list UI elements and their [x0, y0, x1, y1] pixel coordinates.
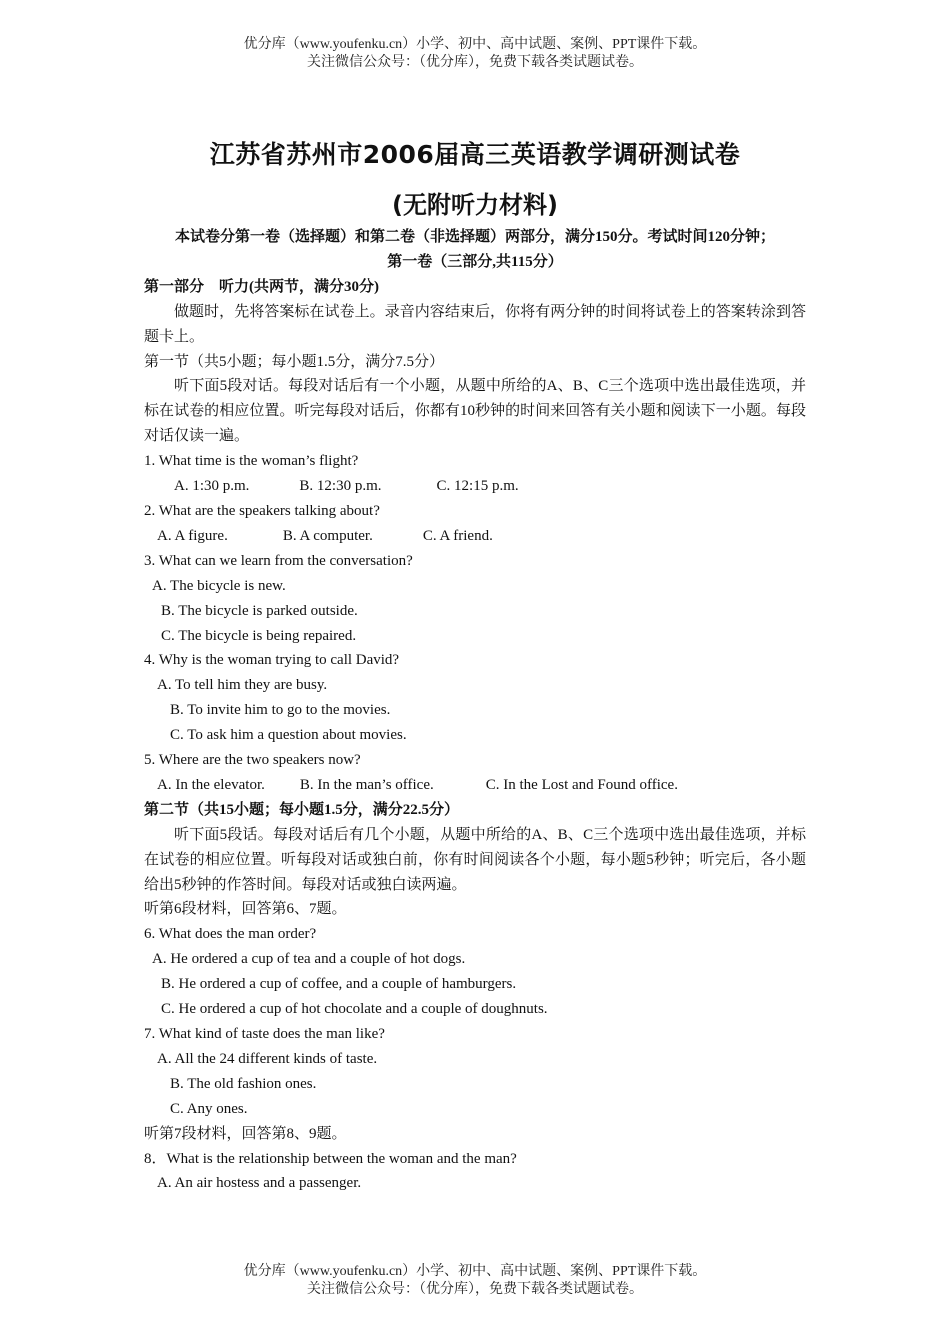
- question-3: 3. What can we learn from the conversation?: [144, 552, 413, 569]
- question-7-option-c: C. Any ones.: [170, 1100, 248, 1117]
- option-c: C. A friend.: [422, 527, 493, 544]
- option-a: A. In the elevator.: [157, 776, 265, 793]
- exam-intro: 本试卷分第一卷（选择题）和第二卷（非选择题）两部分，满分150分。考试时间120分钟；: [174, 229, 775, 245]
- option-a: A. 1:30 p.m.: [174, 478, 250, 495]
- question-4: 4. Why is the woman trying to call David?: [144, 652, 400, 669]
- page-header: [0, 36, 950, 72]
- question-8-option-a: A. An air hostess and a passenger.: [157, 1175, 362, 1192]
- footer-line-1: 优分库（www.youfenku.cn）小学、初中、高中试题、案例、PPT课件下载。: [243, 1264, 707, 1279]
- question-8: 8．What is the relationship between the woman and the man?: [144, 1150, 517, 1167]
- question-3-option-b: B. The bicycle is parked outside.: [161, 602, 358, 619]
- section-2-heading: 第二节（共15小题；每小题1.5分，满分22.5分）: [144, 801, 460, 818]
- question-6: 6. What does the man order?: [144, 926, 317, 943]
- question-7: 7. What kind of taste does the man like?: [144, 1026, 385, 1042]
- option-c: C. 12:15 p.m.: [436, 478, 519, 495]
- question-3-option-c: C. The bicycle is being repaired.: [161, 627, 357, 644]
- section-1-heading: 第一节（共5小题；每小题1.5分，满分7.5分）: [144, 353, 445, 370]
- question-6-option-b: B. He ordered a cup of coffee, and a couple of hamburgers.: [161, 976, 517, 993]
- question-5: 5. Where are the two speakers now?: [144, 752, 361, 769]
- document-title: 江苏省苏州市2006届高三英语教学调研测试卷: [209, 140, 741, 169]
- document-subtitle: (无附听力材料): [392, 191, 558, 219]
- option-b: B. A computer.: [282, 527, 373, 544]
- header-line-2: 关注微信公众号：（优分库），免费下载各类试题试卷。: [307, 55, 643, 70]
- question-4-option-c: C. To ask him a question about movies.: [170, 727, 407, 744]
- document-body: [144, 225, 806, 1196]
- option-c: C. In the Lost and Found office.: [485, 776, 678, 793]
- volume-1-heading: 第一卷（三部分,共115分）: [387, 253, 563, 270]
- option-b: B. In the man’s office.: [299, 776, 434, 793]
- part-1-instructions: 做题时，先将答案标在试卷上。录音内容结束后，你将有两分钟的时间将试卷上的答案转涂到答题卡上。: [144, 303, 806, 345]
- question-2-options: [144, 524, 806, 549]
- page-footer: [0, 1263, 950, 1299]
- question-1-options: [144, 474, 806, 499]
- question-2: 2. What are the speakers talking about?: [144, 502, 380, 519]
- question-3-option-a: A. The bicycle is new.: [152, 577, 286, 594]
- question-1: 1. What time is the woman’s flight?: [144, 453, 359, 470]
- question-7-option-a: A. All the 24 different kinds of taste.: [157, 1050, 378, 1067]
- section-2-instructions: 听下面5段话。每段对话后有几个小题，从题中所给的A、B、C三个选项中选出最佳选项，并标在试卷的相应位置。听每段对话或独白前，你有时间阅读各个小题，每小题5秒钟；听完后，各小题给出5秒钟的作答时间。每段对话或独白读两遍。: [144, 826, 806, 893]
- question-4-option-b: B. To invite him to go to the movies.: [170, 702, 391, 719]
- question-7-option-b: B. The old fashion ones.: [170, 1075, 317, 1092]
- option-a: A. A figure.: [157, 527, 228, 544]
- question-6-option-a: A. He ordered a cup of tea and a couple of hot dogs.: [152, 951, 466, 968]
- question-6-option-c: C. He ordered a cup of hot chocolate and a couple of doughnuts.: [161, 1001, 548, 1018]
- header-line-1: 优分库（www.youfenku.cn）小学、初中、高中试题、案例、PPT课件下载。: [243, 37, 707, 52]
- part-1-heading: 第一部分 听力(共两节，满分30分): [144, 278, 379, 295]
- question-4-option-a: A. To tell him they are busy.: [157, 677, 328, 694]
- section-1-instructions: 听下面5段对话。每段对话后有一个小题，从题中所给的A、B、C三个选项中选出最佳选项，并标在试卷的相应位置。听完每段对话后，你都有10秒钟的时间来回答有关小题和阅读下一小题。每段对话仅读一遍。: [144, 378, 806, 445]
- option-b: B. 12:30 p.m.: [299, 478, 382, 495]
- footer-line-2: 关注微信公众号：（优分库），免费下载各类试题试卷。: [307, 1282, 643, 1297]
- material-6-note: 听第6段材料，回答第6、7题。: [144, 901, 347, 918]
- material-7-note: 听第7段材料，回答第8、9题。: [144, 1125, 347, 1142]
- question-5-options: [144, 773, 806, 798]
